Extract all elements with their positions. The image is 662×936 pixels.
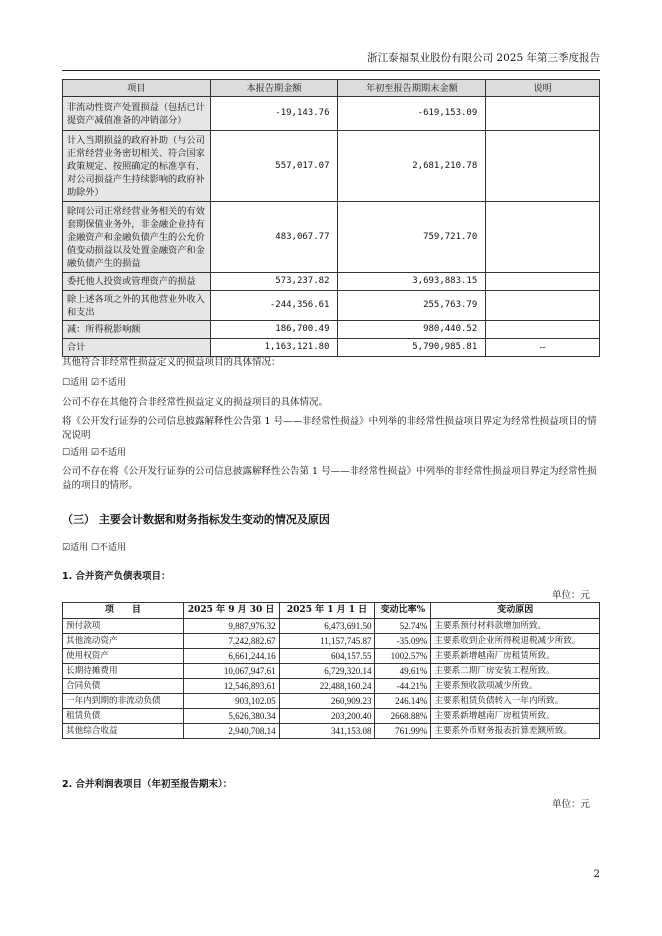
subsection-heading: 2. 合并利润表项目（年初至报告期末）： bbox=[62, 779, 233, 790]
row-note bbox=[486, 291, 600, 321]
table-row bbox=[63, 694, 600, 709]
section-heading: （三） 主要会计数据和财务指标发生变动的情况及原因 bbox=[62, 513, 330, 526]
row-ytd: 5,790,985.81 bbox=[338, 339, 486, 357]
subsection-heading: 1. 合并资产负债表项目： bbox=[62, 571, 171, 582]
col-header-change-rate: 变动比率% bbox=[375, 603, 431, 619]
table-row bbox=[63, 664, 600, 679]
table-row bbox=[63, 131, 600, 202]
header-divider bbox=[62, 70, 600, 71]
col-header-opening-date: 2025 年 1 月 1 日 bbox=[279, 603, 375, 619]
row-ytd: 980,440.52 bbox=[338, 321, 486, 339]
row-current-value: 5,626,380.34 bbox=[183, 709, 279, 724]
row-reason: 主要系新增越南厂房租赁所致。 bbox=[431, 649, 600, 664]
row-current-value: 903,102.05 bbox=[183, 694, 279, 709]
row-current: -19,143.76 bbox=[210, 97, 338, 131]
row-reason: 主要系外币财务报表折算差额所致。 bbox=[431, 724, 600, 739]
row-current-value: 2,940,708.14 bbox=[183, 724, 279, 739]
table-row bbox=[63, 273, 600, 291]
unit-label: 单位：元 bbox=[551, 799, 590, 810]
row-change-rate: 49.61% bbox=[375, 664, 431, 679]
row-current: 557,017.07 bbox=[210, 131, 338, 202]
table-header-row bbox=[63, 603, 600, 619]
row-opening-value: 22,488,160.24 bbox=[279, 679, 375, 694]
row-current-value: 10,067,947.61 bbox=[183, 664, 279, 679]
row-current-value: 9,887,976.32 bbox=[183, 619, 279, 634]
row-reason: 主要系新增越南厂房租赁所致。 bbox=[431, 709, 600, 724]
paragraph: 将《公开发行证券的公司信息披露解释性公告第 1 号——非经常性损益》中列举的非经常性损益项目界定为经常性损益项目的情况说明 bbox=[62, 416, 597, 441]
table-row bbox=[63, 649, 600, 664]
row-item: 委托他人投资或管理资产的损益 bbox=[63, 273, 211, 291]
row-item: 预付款项 bbox=[63, 619, 184, 634]
paragraph: 其他符合非经常性损益定义的损益项目的具体情况： bbox=[62, 357, 281, 368]
row-item: 合计 bbox=[63, 339, 211, 357]
row-ytd: -619,153.09 bbox=[338, 97, 486, 131]
col-header-current: 本报告期金额 bbox=[210, 80, 338, 97]
row-current: -244,356.61 bbox=[210, 291, 338, 321]
col-header-item: 项 目 bbox=[63, 603, 184, 619]
row-opening-value: 604,157.55 bbox=[279, 649, 375, 664]
row-change-rate: 52.74% bbox=[375, 619, 431, 634]
row-item: 一年内到期的非流动负债 bbox=[63, 694, 184, 709]
table-row bbox=[63, 709, 600, 724]
row-change-rate: 1002.57% bbox=[375, 649, 431, 664]
table-header-row bbox=[63, 80, 600, 97]
row-ytd: 759,721.70 bbox=[338, 202, 486, 273]
row-item: 合同负债 bbox=[63, 679, 184, 694]
row-note bbox=[486, 273, 600, 291]
table-row bbox=[63, 619, 600, 634]
row-ytd: 255,763.79 bbox=[338, 291, 486, 321]
balance-sheet-changes-table bbox=[62, 602, 600, 739]
table-row bbox=[63, 202, 600, 273]
table-row bbox=[63, 97, 600, 131]
row-item: 其他综合收益 bbox=[63, 724, 184, 739]
col-header-item: 项目 bbox=[63, 80, 211, 97]
row-item: 长期待摊费用 bbox=[63, 664, 184, 679]
row-opening-value: 260,909.23 bbox=[279, 694, 375, 709]
row-item: 使用权资产 bbox=[63, 649, 184, 664]
row-opening-value: 6,473,691.50 bbox=[279, 619, 375, 634]
row-item: 减：所得税影响额 bbox=[63, 321, 211, 339]
table-row-total bbox=[63, 339, 600, 357]
row-current: 573,237.82 bbox=[210, 273, 338, 291]
row-opening-value: 11,157,745.87 bbox=[279, 634, 375, 649]
row-change-rate: -35.09% bbox=[375, 634, 431, 649]
row-note bbox=[486, 97, 600, 131]
row-current-value: 6,661,244.16 bbox=[183, 649, 279, 664]
row-reason: 主要系预付材料款增加所致。 bbox=[431, 619, 600, 634]
row-change-rate: 246.14% bbox=[375, 694, 431, 709]
paragraph: 公司不存在将《公开发行证券的公司信息披露解释性公告第 1 号——非经常性损益》中列举的非经常性损益项目界定为经常性损益的项目的情形。 bbox=[62, 466, 597, 491]
col-header-current-date: 2025 年 9 月 30 日 bbox=[183, 603, 279, 619]
row-note: -- bbox=[486, 339, 600, 357]
row-item: 租赁负债 bbox=[63, 709, 184, 724]
row-note bbox=[486, 202, 600, 273]
applicability-checkbox: ☑适用 ☐不适用 bbox=[62, 543, 126, 553]
row-reason: 主要系预收款项减少所致。 bbox=[431, 679, 600, 694]
row-item: 除上述各项之外的其他营业外收入和支出 bbox=[63, 291, 211, 321]
row-current: 186,700.49 bbox=[210, 321, 338, 339]
row-change-rate: -44.21% bbox=[375, 679, 431, 694]
col-header-reason: 变动原因 bbox=[431, 603, 600, 619]
col-header-note: 说明 bbox=[486, 80, 600, 97]
row-current: 1,163,121.80 bbox=[210, 339, 338, 357]
table-row bbox=[63, 679, 600, 694]
row-note bbox=[486, 131, 600, 202]
row-ytd: 2,681,210.78 bbox=[338, 131, 486, 202]
row-item: 其他流动资产 bbox=[63, 634, 184, 649]
row-item: 计入当期损益的政府补助（与公司正常经营业务密切相关、符合国家政策规定、按照确定的标准享有、对公司损益产生持续影响的政府补助除外） bbox=[63, 131, 211, 202]
paragraph: 公司不存在其他符合非经常性损益定义的损益项目的具体情况。 bbox=[62, 397, 329, 408]
report-header-title: 浙江泰福泵业股份有限公司 2025 年第三季度报告 bbox=[367, 52, 600, 64]
unit-label: 单位：元 bbox=[551, 590, 590, 601]
row-opening-value: 341,153.08 bbox=[279, 724, 375, 739]
row-change-rate: 2668.88% bbox=[375, 709, 431, 724]
row-opening-value: 203,200.40 bbox=[279, 709, 375, 724]
row-ytd: 3,693,883.15 bbox=[338, 273, 486, 291]
row-current-value: 7,242,882.67 bbox=[183, 634, 279, 649]
page-number: 2 bbox=[593, 869, 600, 880]
row-change-rate: 761.99% bbox=[375, 724, 431, 739]
row-item: 非流动性资产处置损益（包括已计提资产减值准备的冲销部分） bbox=[63, 97, 211, 131]
table-row bbox=[63, 321, 600, 339]
col-header-ytd: 年初至报告期期末金额 bbox=[338, 80, 486, 97]
row-current: 483,067.77 bbox=[210, 202, 338, 273]
applicability-checkbox: ☐适用 ☑不适用 bbox=[62, 448, 126, 458]
row-note bbox=[486, 321, 600, 339]
row-item: 除同公司正常经营业务相关的有效套期保值业务外，非金融企业持有金融资产和金融负债产生的公允价值变动损益以及处置金融资产和金融负债产生的损益 bbox=[63, 202, 211, 273]
row-opening-value: 6,729,320.14 bbox=[279, 664, 375, 679]
applicability-checkbox: ☐适用 ☑不适用 bbox=[62, 378, 126, 388]
table-row bbox=[63, 724, 600, 739]
table-row bbox=[63, 291, 600, 321]
row-current-value: 12,546,893.61 bbox=[183, 679, 279, 694]
row-reason: 主要系收到企业所得税退税减少所致。 bbox=[431, 634, 600, 649]
non-recurring-items-table bbox=[62, 79, 600, 357]
row-reason: 主要系二期厂房安装工程所致。 bbox=[431, 664, 600, 679]
row-reason: 主要系租赁负债转入一年内所致。 bbox=[431, 694, 600, 709]
table-row bbox=[63, 634, 600, 649]
